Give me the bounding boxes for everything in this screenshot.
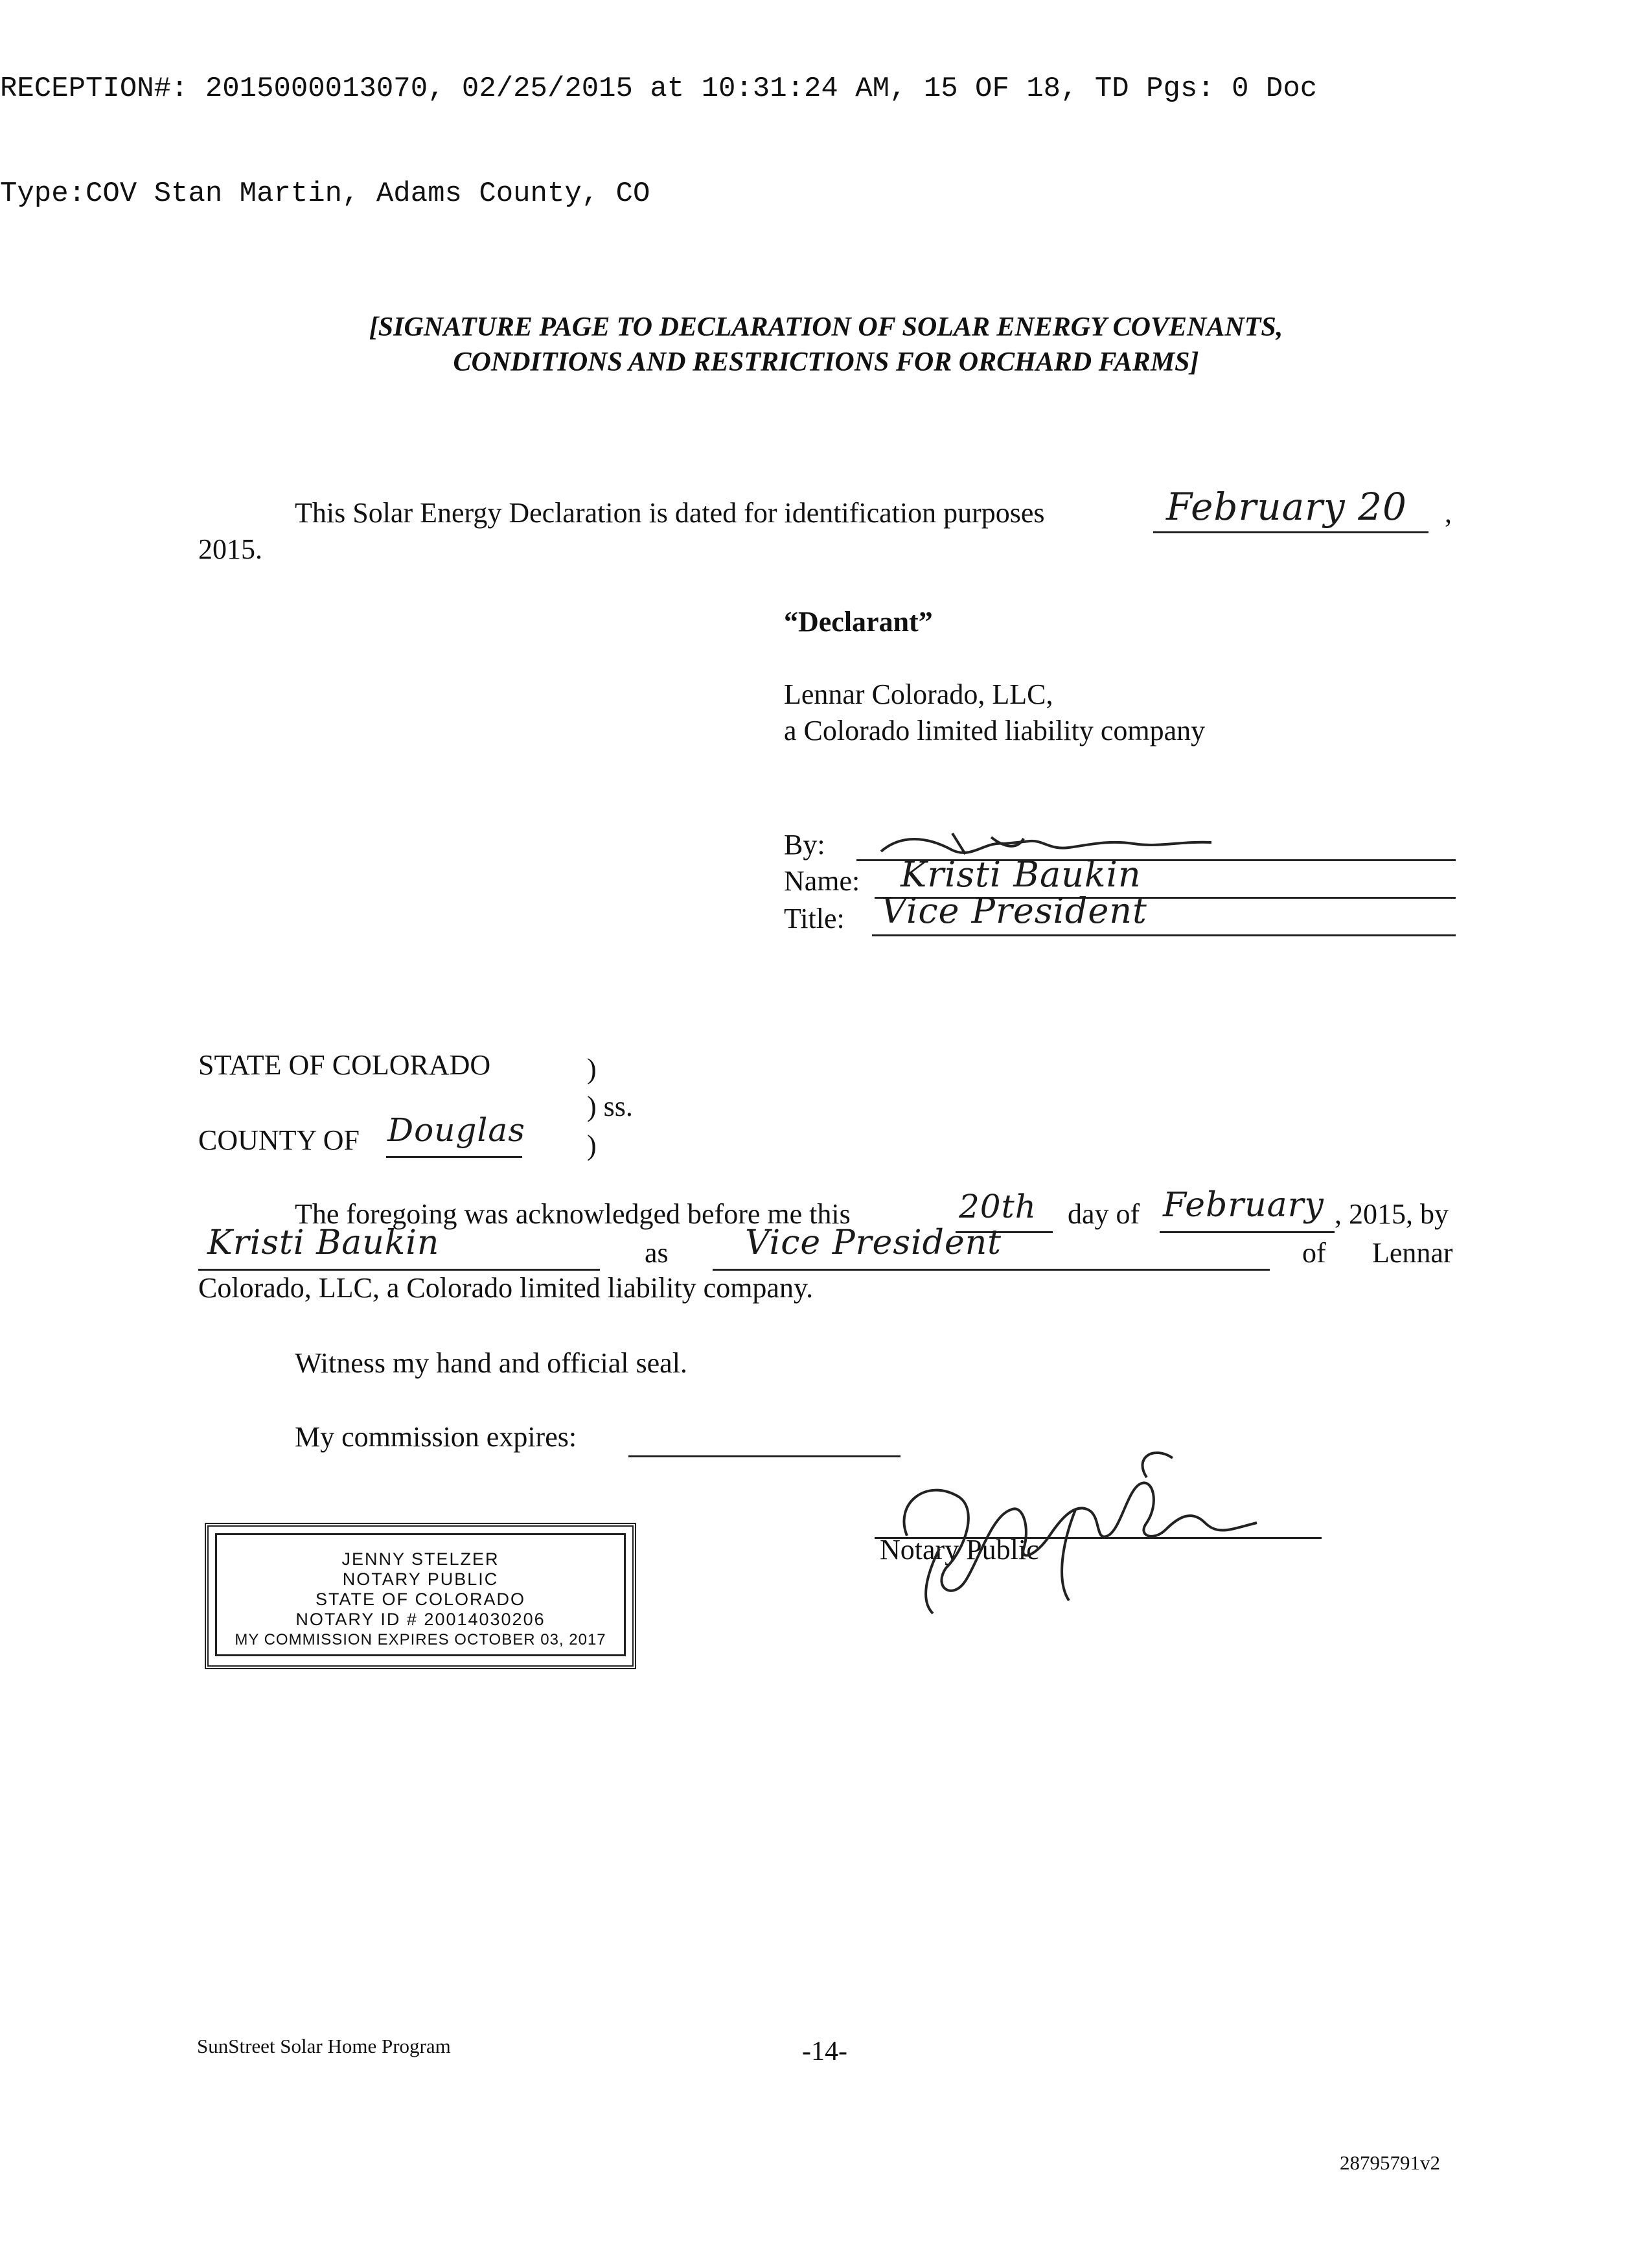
declarant-company: Lennar Colorado, LLC, — [784, 678, 1053, 710]
notary-signature — [868, 1439, 1270, 1633]
dated-text: This Solar Energy Declaration is dated for identification purposes — [295, 497, 1045, 529]
declarant-label: “Declarant” — [784, 606, 933, 638]
title-line — [872, 934, 1456, 936]
stamp-state: STATE OF COLORADO — [315, 1590, 526, 1609]
recording-header — [0, 1, 1317, 246]
ack-person-handwritten: Kristi Baukin — [207, 1223, 440, 1262]
name-label: Name: — [784, 865, 860, 897]
ack-lennar: Lennar — [1372, 1237, 1453, 1269]
recording-line-1: RECEPTION#: 2015000013070, 02/25/2015 at 10:31:24 AM, 15 OF 18, TD Pgs: 0 Doc — [0, 73, 1318, 105]
witness-text: Witness my hand and official seal. — [295, 1347, 687, 1379]
ack-part-2: day of — [1068, 1198, 1140, 1230]
title-handwritten: Vice President — [881, 890, 1147, 931]
footer-doc-id: 28795791v2 — [1340, 2151, 1440, 2174]
notary-stamp — [205, 1523, 636, 1669]
recording-line-2: Type:COV Stan Martin, Adams County, CO — [0, 178, 650, 210]
county-line — [386, 1156, 522, 1158]
venue-paren-3: ) — [587, 1129, 597, 1161]
county-handwritten: Douglas — [387, 1111, 525, 1149]
ack-as: as — [645, 1237, 669, 1269]
footer-program: SunStreet Solar Home Program — [197, 2035, 451, 2057]
ack-part-1: The foregoing was acknowledged before me this — [295, 1198, 851, 1230]
ack-title-handwritten: Vice President — [745, 1223, 1002, 1262]
page-heading — [0, 310, 1652, 380]
declarant-description: a Colorado limited liability company — [784, 715, 1206, 746]
stamp-id: NOTARY ID # 20014030206 — [295, 1610, 545, 1629]
date-handwritten: February 20 — [1166, 485, 1407, 529]
stamp-title: NOTARY PUBLIC — [342, 1569, 499, 1589]
date-line — [1153, 531, 1428, 533]
ack-month-line — [1160, 1231, 1335, 1233]
stamp-expiry: MY COMMISSION EXPIRES OCTOBER 03, 2017 — [235, 1631, 606, 1648]
ack-part-3: , 2015, by — [1335, 1198, 1449, 1230]
commission-line — [628, 1455, 901, 1457]
stamp-name: JENNY STELZER — [341, 1549, 499, 1569]
heading-line-2: CONDITIONS AND RESTRICTIONS FOR ORCHARD FARMS] — [453, 347, 1199, 377]
venue-state: STATE OF COLORADO — [198, 1049, 491, 1081]
by-label: By: — [784, 829, 825, 861]
venue-ss: ) ss. — [587, 1091, 633, 1122]
ack-month-handwritten: February — [1163, 1186, 1324, 1225]
ack-day-handwritten: 20th — [959, 1188, 1037, 1225]
title-label: Title: — [784, 903, 845, 934]
ack-line-3: Colorado, LLC, a Colorado limited liability company. — [198, 1272, 814, 1304]
commission-label: My commission expires: — [295, 1421, 577, 1453]
heading-line-1: [SIGNATURE PAGE TO DECLARATION OF SOLAR ENERGY COVENANTS, — [369, 312, 1283, 342]
venue-county-label: COUNTY OF — [198, 1124, 360, 1156]
notary-label: Notary Public — [880, 1534, 1039, 1566]
venue-paren-1: ) — [587, 1053, 597, 1085]
footer-page-number: -14- — [802, 2037, 847, 2066]
name-handwritten: Kristi Baukin — [901, 854, 1141, 895]
ack-of: of — [1302, 1237, 1326, 1269]
year-text: 2015. — [198, 533, 262, 565]
date-comma: , — [1445, 497, 1452, 529]
